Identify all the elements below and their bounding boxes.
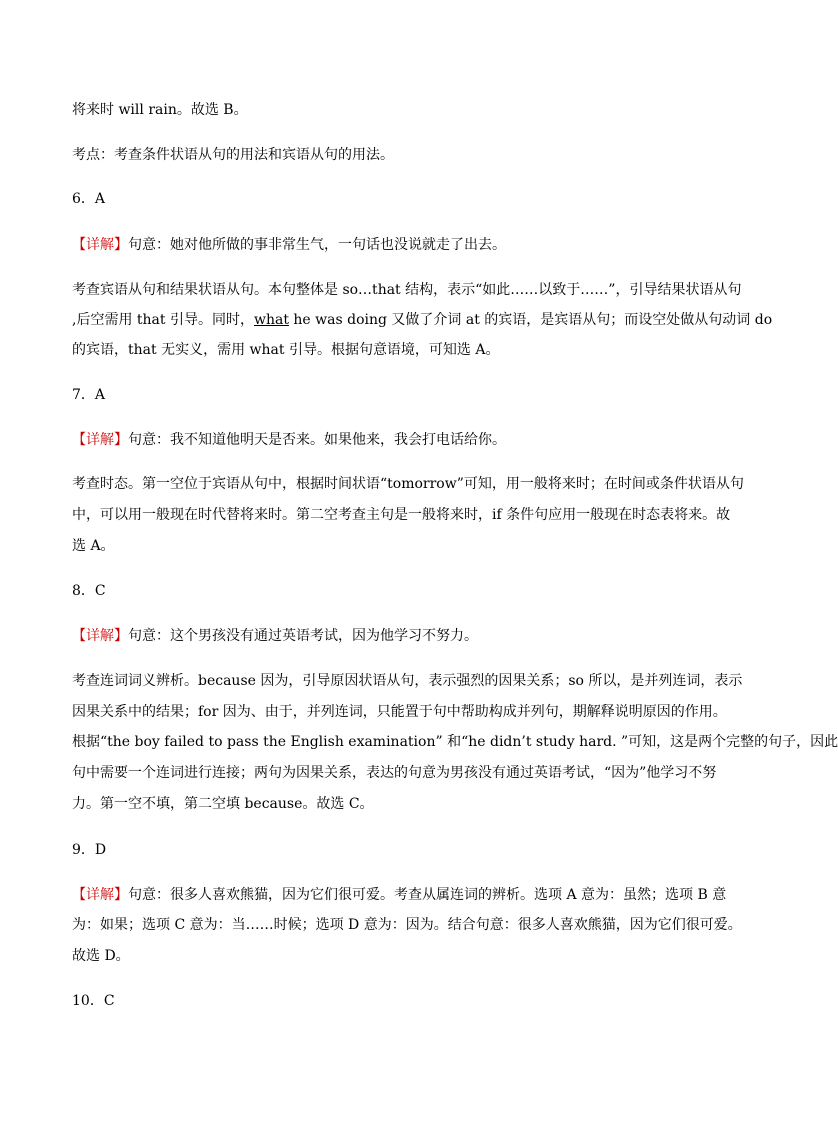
detail-line: 【详解】句意：很多人喜欢熊猫，因为它们很可爱。考查从属连词的辨析。选项 A 意为：虽然；选项 B 意 — [72, 887, 727, 903]
text-line: ,后空需用 that 引导。同时，what he was doing 又做了介词 at 的宾语，是宾语从句；而设空处做从句动词 do — [72, 312, 773, 328]
text-line: 因果关系中的结果；for 因为、由于，并列连词，只能置于句中帮助构成并列句，期解释说明原因的作用。 — [72, 704, 727, 720]
text-line: 中，可以用一般现在时代替将来时。第二空考查主句是一般将来时，if 条件句应用一般现在时态表将来。故 — [72, 507, 731, 523]
detail-line: 【详解】句意：我不知道他明天是否来。如果他来，我会打电话给你。 — [72, 432, 506, 448]
text-line: 选 A。 — [72, 538, 115, 554]
detail-line: 【详解】句意：这个男孩没有通过英语考试，因为他学习不努力。 — [72, 628, 478, 644]
text-line: 将来时 will rain。故选 B。 — [72, 102, 248, 118]
question-number: 6．A — [72, 191, 106, 207]
text-line: 力。第一空不填，第二空填 because。故选 C。 — [72, 796, 374, 812]
detail-label: 【详解】 — [72, 887, 128, 903]
question-number: 9．D — [72, 842, 107, 858]
text-line: 句中需要一个连词进行连接；两句为因果关系，表达的句意为男孩没有通过英语考试，“因为”他学习不努 — [72, 765, 717, 781]
underlined-word: what — [253, 312, 289, 328]
question-number: 8．C — [72, 583, 106, 599]
question-number: 10．C — [72, 993, 115, 1009]
question-number: 7．A — [72, 387, 106, 403]
text-line: 根据“the boy failed to pass the English examination” 和“he didn’t study hard. ”可知，这是两个完整的句子，因此 — [72, 734, 838, 750]
text-line: 考查宾语从句和结果状语从句。本句整体是 so…that 结构，表示“如此……以致于……”，引导结果状语从句 — [72, 282, 742, 298]
text-line: 考查时态。第一空位于宾语从句中，根据时间状语“tomorrow”可知，用一般将来时；在时间或条件状语从句 — [72, 476, 744, 492]
text-line: 的宾语，that 无实义，需用 what 引导。根据句意语境，可知选 A。 — [72, 342, 500, 358]
text-line: 为：如果；选项 C 意为：当……时候；选项 D 意为：因为。结合句意：很多人喜欢熊猫，因为它们很可爱。 — [72, 917, 742, 933]
detail-label: 【详解】 — [72, 628, 128, 644]
detail-line: 【详解】句意：她对他所做的事非常生气，一句话也没说就走了出去。 — [72, 237, 506, 253]
text-line: 考查连词词义辨析。because 因为，引导原因状语从句，表示强烈的因果关系；so 所以，是并列连词，表示 — [72, 673, 743, 689]
text-line: 故选 D。 — [72, 948, 130, 964]
detail-label: 【详解】 — [72, 237, 128, 253]
text-line: 考点：考查条件状语从句的用法和宾语从句的用法。 — [72, 147, 394, 163]
detail-label: 【详解】 — [72, 432, 128, 448]
